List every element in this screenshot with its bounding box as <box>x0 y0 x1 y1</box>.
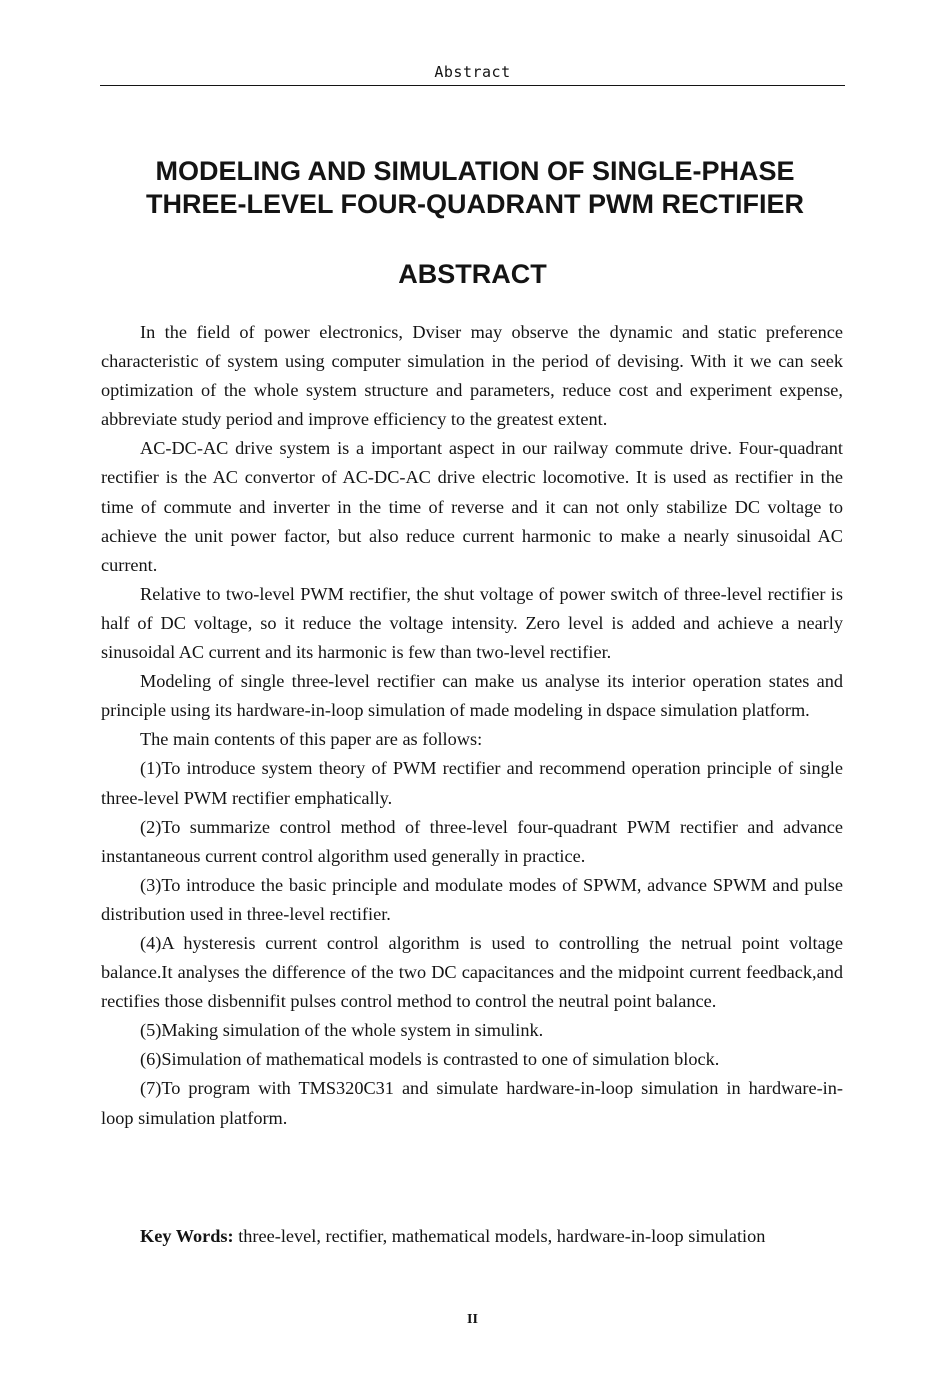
running-header: Abstract <box>434 63 511 81</box>
contents-intro: The main contents of this paper are as follows: <box>140 729 483 750</box>
paper-title-line-2: THREE-LEVEL FOUR-QUADRANT PWM RECTIFIER <box>146 189 804 219</box>
header-rule <box>100 85 845 86</box>
abstract-paragraph-1: In the field of power electronics, Dviser may observe the dynamic and static preference characteristic of system using computer simulation in the period of devising. With it we can seek optimization of the whole system structure and parameters, reduce cost and experiment expense, abbreviate study period and improve efficiency to the greatest extent. <box>101 322 843 430</box>
contents-item-7: (7)To program with TMS320C31 and simulate hardware-in-loop simulation in hardware-in-loop simulation platform. <box>101 1078 843 1128</box>
abstract-heading: ABSTRACT <box>398 259 547 289</box>
abstract-body <box>101 318 843 1133</box>
contents-item-2: (2)To summarize control method of three-level four-quadrant PWM rectifier and advance instantaneous current control algorithm used generally in practice. <box>101 816 843 866</box>
contents-item-6: (6)Simulation of mathematical models is contrasted to one of simulation block. <box>140 1049 720 1070</box>
abstract-paragraph-3: Relative to two-level PWM rectifier, the shut voltage of power switch of three-level rectifier is half of DC voltage, so it reduce the voltage intensity. Zero level is added and achieve a nearly sinusoidal AC current and its harmonic is few than two-level rectifier. <box>101 583 843 663</box>
contents-item-1: (1)To introduce system theory of PWM rectifier and recommend operation principle of single three-level PWM rectifier emphatically. <box>101 758 843 808</box>
keywords-text: three-level, rectifier, mathematical models, hardware-in-loop simulation <box>238 1226 766 1246</box>
abstract-paragraph-4: Modeling of single three-level rectifier can make us analyse its interior operation states and principle using its hardware-in-loop simulation of made modeling in dspace simulation platform. <box>101 671 843 721</box>
keywords-label: Key Words: <box>140 1226 234 1246</box>
contents-item-5: (5)Making simulation of the whole system in simulink. <box>140 1020 544 1041</box>
keywords-line <box>140 1222 860 1251</box>
paper-title-line-1: MODELING AND SIMULATION OF SINGLE-PHASE <box>155 156 795 186</box>
abstract-paragraph-2: AC-DC-AC drive system is a important aspect in our railway commute drive. Four-quadrant rectifier is the AC convertor of AC-DC-AC drive electric locomotive. It is used as rectifier in the time of commute and inverter in the time of reverse and it can not only stabilize DC voltage to achieve the unit power factor, but also reduce current harmonic to make a nearly sinusoidal AC current. <box>101 438 843 575</box>
contents-item-4: (4)A hysteresis current control algorithm is used to controlling the netrual point voltage balance.It analyses the difference of the two DC capacitances and the midpoint current feedback,and rectifies those disbennifit pulses control method to control the neutral point balance. <box>101 932 843 1012</box>
contents-item-3: (3)To introduce the basic principle and modulate modes of SPWM, advance SPWM and pulse distribution used in three-level rectifier. <box>101 874 843 924</box>
paper-title <box>60 155 890 221</box>
page-number: II <box>467 1312 478 1327</box>
